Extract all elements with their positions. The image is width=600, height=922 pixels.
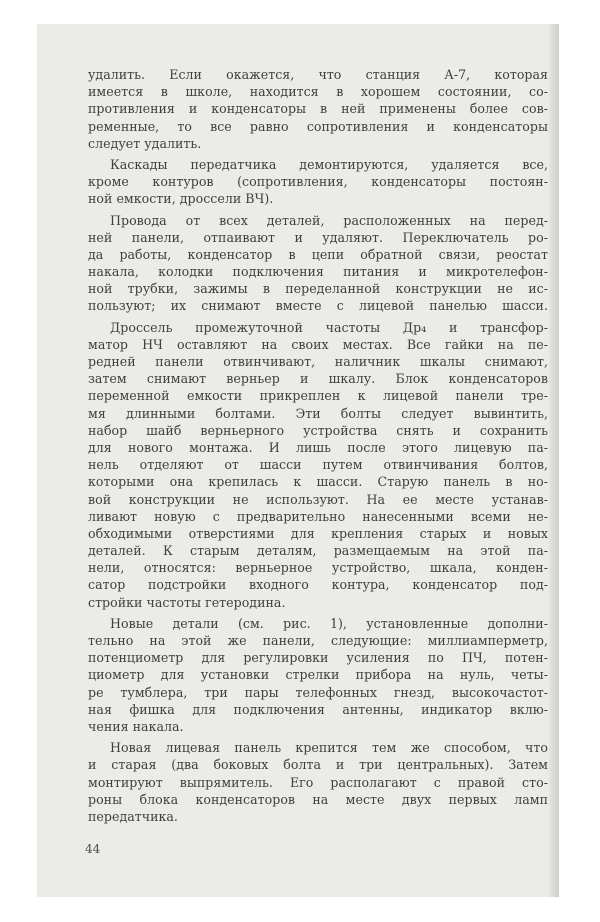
text-line: ливают новую с предварительно нанесенными всеми не-	[88, 508, 548, 524]
text-line: ная фишка для подключения антенны, индикатор вклю-	[88, 701, 548, 717]
paragraph-5	[88, 615, 548, 735]
text-line: ной трубки, зажимы в переделанной конструкции не ис-	[88, 281, 548, 297]
page-gutter-shadow	[549, 24, 559, 897]
text-line: деталей. К старым деталям, размещаемым на этой па-	[88, 543, 548, 559]
text-line: нель отделяют от шасси путем отвинчивания болтов,	[88, 457, 548, 473]
page-text	[88, 66, 548, 825]
paragraph-4	[88, 319, 548, 611]
text-line: имеется в школе, находится в хорошем состоянии, со-	[88, 84, 548, 100]
book-page	[37, 24, 559, 897]
text-line: да работы, конденсатор в цепи обратной связи, реостат	[88, 246, 548, 262]
text-line: монтируют выпрямитель. Его располагают с правой сто-	[88, 774, 548, 790]
text-line: накала, колодки подключения питания и микротелефон-	[88, 264, 548, 280]
paragraph-1	[88, 66, 548, 152]
paragraph-6	[88, 739, 548, 825]
paragraph-2	[88, 156, 548, 208]
text-line: матор НЧ оставляют на своих местах. Все гайки на пе-	[88, 336, 548, 352]
text-line: следует удалить.	[88, 135, 202, 151]
text-line: потенциометр для регулировки усиления по ПЧ, потен-	[88, 650, 548, 666]
text-line: тельно на этой же панели, следующие: миллиамперметр,	[88, 633, 548, 648]
text-line: удалить. Если окажется, что станция А-7, которая	[88, 67, 548, 82]
text-line: ре тумблера, три пары телефонных гнезд, высокочастот-	[88, 684, 548, 700]
text-line: редней панели отвинчивают, наличник шкалы снимают,	[88, 354, 548, 369]
text-line: ней панели, отпаивают и удаляют. Переключатель ро-	[88, 229, 548, 245]
text-line: Дроссель промежуточной частоты Др₄ и трансфор-	[110, 319, 548, 335]
text-line: сатор подстройки входного контура, конденсатор под-	[88, 577, 548, 593]
text-line: роны блока конденсаторов на месте двух первых ламп	[88, 791, 548, 807]
text-line: мя длинными болтами. Эти болты следует вывинтить,	[88, 405, 548, 421]
page-number: 44	[85, 842, 101, 856]
text-line: вой конструкции не используют. На ее месте устанав-	[88, 491, 548, 507]
text-line: набор шайб верньерного устройства снять и сохранить	[88, 422, 548, 438]
text-line: нели, относятся: верньерное устройство, шкала, конден-	[88, 560, 548, 576]
text-line: Каскады передатчика демонтируются, удаляется все,	[110, 156, 548, 172]
text-line: переменной емкости прикреплен к лицевой панели тре-	[88, 388, 548, 404]
text-line: передатчика.	[88, 808, 178, 824]
text-line: циометр для установки стрелки прибора на нуль, четы-	[88, 667, 548, 683]
text-line: для нового монтажа. И лишь после этого лицевую па-	[88, 439, 548, 455]
text-line: кроме контуров (сопротивления, конденсаторы постоян-	[88, 174, 548, 190]
text-line: противления и конденсаторы в ней применены более сов-	[88, 101, 548, 117]
text-line: ной емкости, дроссели ВЧ).	[88, 191, 274, 207]
text-line: и старая (два боковых болта и три центральных). Затем	[88, 757, 548, 773]
text-line: стройки частоты гетеродина.	[88, 594, 286, 610]
text-line: Новая лицевая панель крепится тем же способом, что	[110, 740, 548, 756]
text-line: Новые детали (см. рис. 1), установленные дополни-	[110, 615, 548, 631]
text-line: обходимыми отверстиями для крепления старых и новых	[88, 525, 548, 541]
paragraph-3	[88, 212, 548, 315]
text-line: которыми она крепилась к шасси. Старую панель в но-	[88, 474, 548, 490]
text-line: Провода от всех деталей, расположенных на перед-	[110, 212, 548, 228]
text-line: ременные, то все равно сопротивления и конденсаторы	[88, 118, 548, 134]
text-line: затем снимают верньер и шкалу. Блок конденсаторов	[88, 371, 548, 387]
text-line: пользуют; их снимают вместе с лицевой панелью шасси.	[88, 298, 548, 314]
text-line: чения накала.	[88, 718, 184, 734]
